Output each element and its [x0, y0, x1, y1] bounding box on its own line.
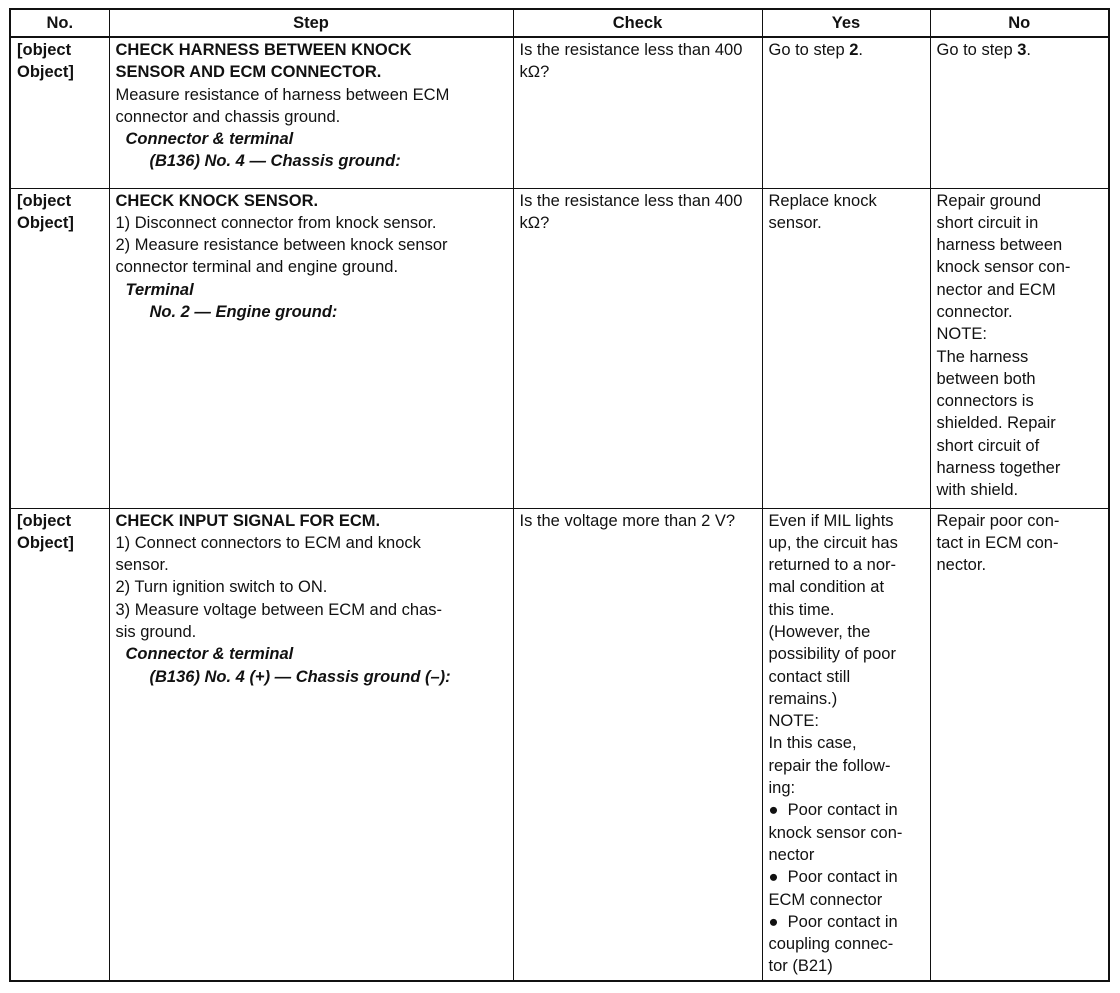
step-title-line: SENSOR AND ECM CONNECTOR.: [115, 63, 382, 82]
bullet-line: knock sensor con-: [768, 823, 903, 842]
bullet-line: coupling connec-: [768, 935, 894, 954]
yes-cell: Replace knock sensor.: [762, 188, 930, 508]
step-title: CHECK KNOCK SENSOR.: [115, 191, 319, 210]
header-no-col: No: [930, 9, 1109, 37]
yes-line: possibility of poor: [768, 645, 896, 664]
header-yes: Yes: [762, 9, 930, 37]
note-label: NOTE:: [936, 325, 987, 344]
no-line: nector and ECM: [936, 280, 1056, 299]
header-no: No.: [10, 9, 109, 37]
yes-line: contact still: [768, 667, 851, 686]
note-line: between both: [936, 369, 1036, 388]
yes-prefix: Go to step: [768, 41, 850, 59]
table-row: [10, 37, 1109, 188]
no-line: knock sensor con-: [936, 258, 1071, 277]
connector-terminal: (B136) No. 4 (+) — Chassis ground (–):: [149, 667, 451, 686]
connector-heading: Connector & terminal: [125, 645, 294, 664]
bullet-item: ● Poor contact in: [768, 801, 898, 820]
bullet-line: nector: [768, 845, 815, 864]
step-cell: [109, 188, 513, 508]
yes-line: this time.: [768, 600, 835, 619]
terminal-heading: Terminal: [125, 280, 194, 299]
table-row: [10, 188, 1109, 508]
yes-line: remains.): [768, 689, 838, 708]
bullet-line: ECM connector: [768, 890, 883, 909]
note-line: harness together: [936, 459, 1061, 478]
row-number: [object Object]: [10, 188, 109, 508]
table-row: [10, 508, 1109, 981]
no-cell: [930, 37, 1109, 188]
step-line: 1) Connect connectors to ECM and knock: [115, 533, 421, 552]
yes-cell: [762, 37, 930, 188]
bullet-dot-icon: ●: [768, 868, 788, 887]
yes-cell: [762, 508, 930, 981]
step-title: CHECK INPUT SIGNAL FOR ECM.: [115, 511, 381, 530]
step-line: connector terminal and engine ground.: [115, 258, 399, 277]
step-title-line: CHECK HARNESS BETWEEN KNOCK: [115, 41, 412, 59]
yes-suffix: .: [858, 41, 863, 59]
step-line: 3) Measure voltage between ECM and chas-: [115, 600, 443, 619]
yes-line: returned to a nor-: [768, 556, 896, 575]
no-line: Repair poor con-: [936, 511, 1060, 530]
yes-line: (However, the: [768, 622, 871, 641]
no-line: tact in ECM con-: [936, 533, 1059, 552]
note-line: repair the follow-: [768, 756, 891, 775]
no-cell: [930, 188, 1109, 508]
no-suffix: .: [1026, 41, 1031, 59]
note-line: short circuit of: [936, 436, 1040, 455]
bullet-item: ● Poor contact in: [768, 868, 898, 887]
note-line: In this case,: [768, 734, 857, 753]
yes-line: mal condition at: [768, 578, 885, 597]
note-line: connectors is: [936, 392, 1034, 411]
diagnostic-table: [9, 8, 1110, 982]
no-cell: [930, 508, 1109, 981]
table-header-row: [10, 9, 1109, 37]
row-number: [object Object]: [10, 37, 109, 188]
no-step-number: 3: [1017, 41, 1027, 59]
step-line: sis ground.: [115, 622, 197, 641]
bullet-dot-icon: ●: [768, 912, 788, 931]
note-line: shielded. Repair: [936, 414, 1056, 433]
no-line: Repair ground: [936, 191, 1042, 210]
bullet-dot-icon: ●: [768, 801, 788, 820]
note-label: NOTE:: [768, 712, 819, 731]
connector-terminal: (B136) No. 4 — Chassis ground:: [149, 152, 401, 171]
yes-line: Even if MIL lights: [768, 511, 894, 530]
no-prefix: Go to step: [936, 41, 1018, 59]
no-line: connector.: [936, 302, 1013, 321]
connector-heading: Connector & terminal: [125, 130, 294, 149]
step-cell: [109, 508, 513, 981]
note-line: with shield.: [936, 481, 1019, 500]
step-line: 2) Measure resistance between knock sensor: [115, 236, 448, 255]
header-step: Step: [109, 9, 513, 37]
row-number: [object Object]: [10, 508, 109, 981]
no-line: harness between: [936, 236, 1063, 255]
bullet-line: tor (B21): [768, 957, 833, 976]
no-line: short circuit in: [936, 213, 1039, 232]
header-check: Check: [513, 9, 762, 37]
step-line: connector and chassis ground.: [115, 107, 341, 126]
check-cell: Is the voltage more than 2 V?: [513, 508, 762, 981]
step-line: 2) Turn ignition switch to ON.: [115, 578, 328, 597]
bullet-item: ● Poor contact in: [768, 912, 898, 931]
no-line: nector.: [936, 556, 987, 575]
terminal-spec: No. 2 — Engine ground:: [149, 302, 338, 321]
step-cell: [109, 37, 513, 188]
yes-line: up, the circuit has: [768, 533, 898, 552]
note-line: The harness: [936, 347, 1029, 366]
step-line: sensor.: [115, 556, 169, 575]
check-cell: Is the resistance less than 400 kΩ?: [513, 188, 762, 508]
step-line: 1) Disconnect connector from knock sensor.: [115, 213, 437, 232]
yes-step-number: 2: [849, 41, 859, 59]
check-cell: Is the resistance less than 400 kΩ?: [513, 37, 762, 188]
note-line: ing:: [768, 779, 796, 798]
step-line: Measure resistance of harness between ECM: [115, 85, 450, 104]
